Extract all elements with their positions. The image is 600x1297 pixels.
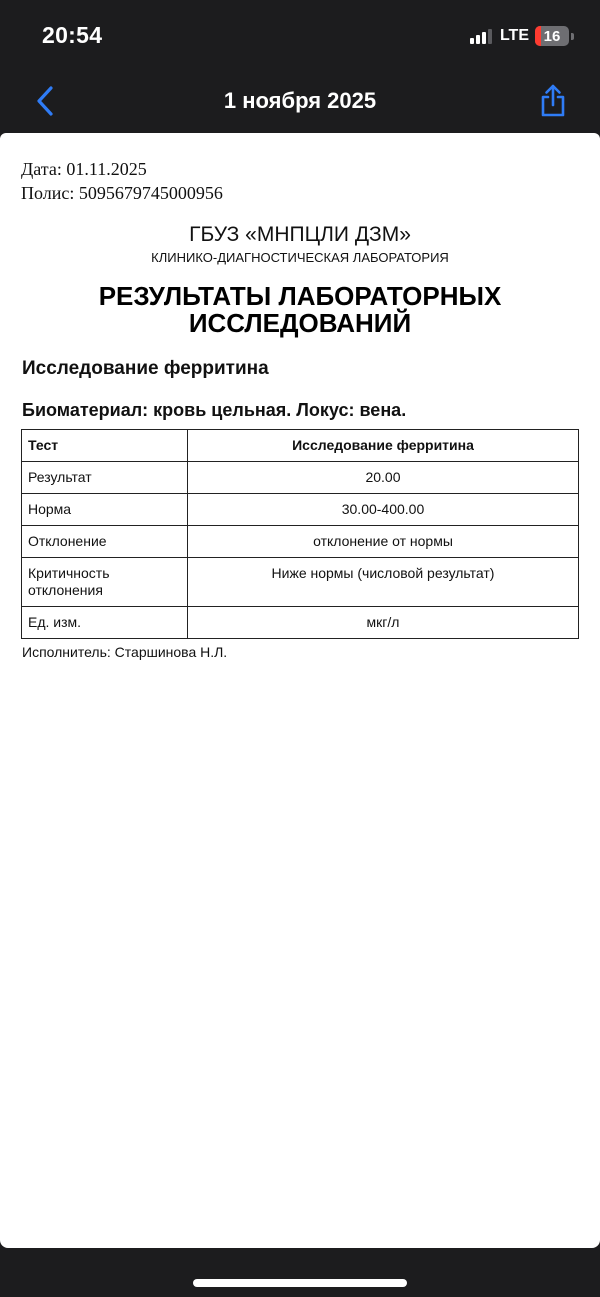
document-policy: Полис: 5095679745000956 (21, 183, 223, 203)
page-title: 1 ноября 2025 (223, 88, 377, 113)
document-meta (21, 157, 223, 205)
document-viewer[interactable] (0, 133, 600, 1248)
table-row (22, 607, 579, 639)
cellular-signal-icon (470, 28, 492, 44)
battery-tip (571, 33, 574, 40)
performer-line: Исполнитель: Старшинова Н.Л. (22, 644, 228, 660)
row-label-deviation: Отклонение (22, 526, 188, 558)
row-value-units: мкг/л (188, 607, 579, 639)
row-value-norm: 30.00-400.00 (188, 494, 579, 526)
organization-name: ГБУЗ «МНПЦЛИ ДЗМ» (189, 223, 411, 246)
row-value-deviation: отклонение от нормы (188, 526, 579, 558)
battery-icon (535, 26, 569, 46)
battery-level: 16 (543, 27, 561, 45)
status-time: 20:54 (42, 22, 103, 48)
status-bar (0, 0, 600, 72)
row-label-criticality: Критичность отклонения (22, 558, 188, 607)
battery-fill (535, 26, 541, 46)
document-title-line-2: ИССЛЕДОВАНИЙ (188, 308, 412, 338)
row-value-criticality: Ниже нормы (числовой результат) (188, 558, 579, 607)
biomaterial-line: Биоматериал: кровь цельная. Локус: вена. (22, 400, 407, 420)
table-header-label: Тест (22, 430, 188, 462)
row-label-result: Результат (22, 462, 188, 494)
home-indicator[interactable] (193, 1279, 407, 1287)
navigation-bar (0, 72, 600, 132)
table-header-value: Исследование ферритина (188, 430, 579, 462)
status-indicators (470, 24, 574, 48)
share-icon (539, 84, 567, 118)
organization-subtitle: КЛИНИКО-ДИАГНОСТИЧЕСКАЯ ЛАБОРАТОРИЯ (151, 250, 449, 265)
network-type: LTE (499, 27, 529, 44)
row-label-units: Ед. изм. (22, 607, 188, 639)
table-header-row (22, 430, 579, 462)
table-row (22, 526, 579, 558)
table-row (22, 462, 579, 494)
table-row (22, 558, 579, 607)
results-table (21, 429, 579, 639)
document-title-line-1: РЕЗУЛЬТАТЫ ЛАБОРАТОРНЫХ (98, 281, 502, 311)
document-date: Дата: 01.11.2025 (21, 159, 147, 179)
share-button[interactable] (538, 82, 568, 120)
table-row (22, 494, 579, 526)
test-heading: Исследование ферритина (22, 358, 269, 379)
document-title (0, 283, 600, 337)
row-label-norm: Норма (22, 494, 188, 526)
row-value-result: 20.00 (188, 462, 579, 494)
